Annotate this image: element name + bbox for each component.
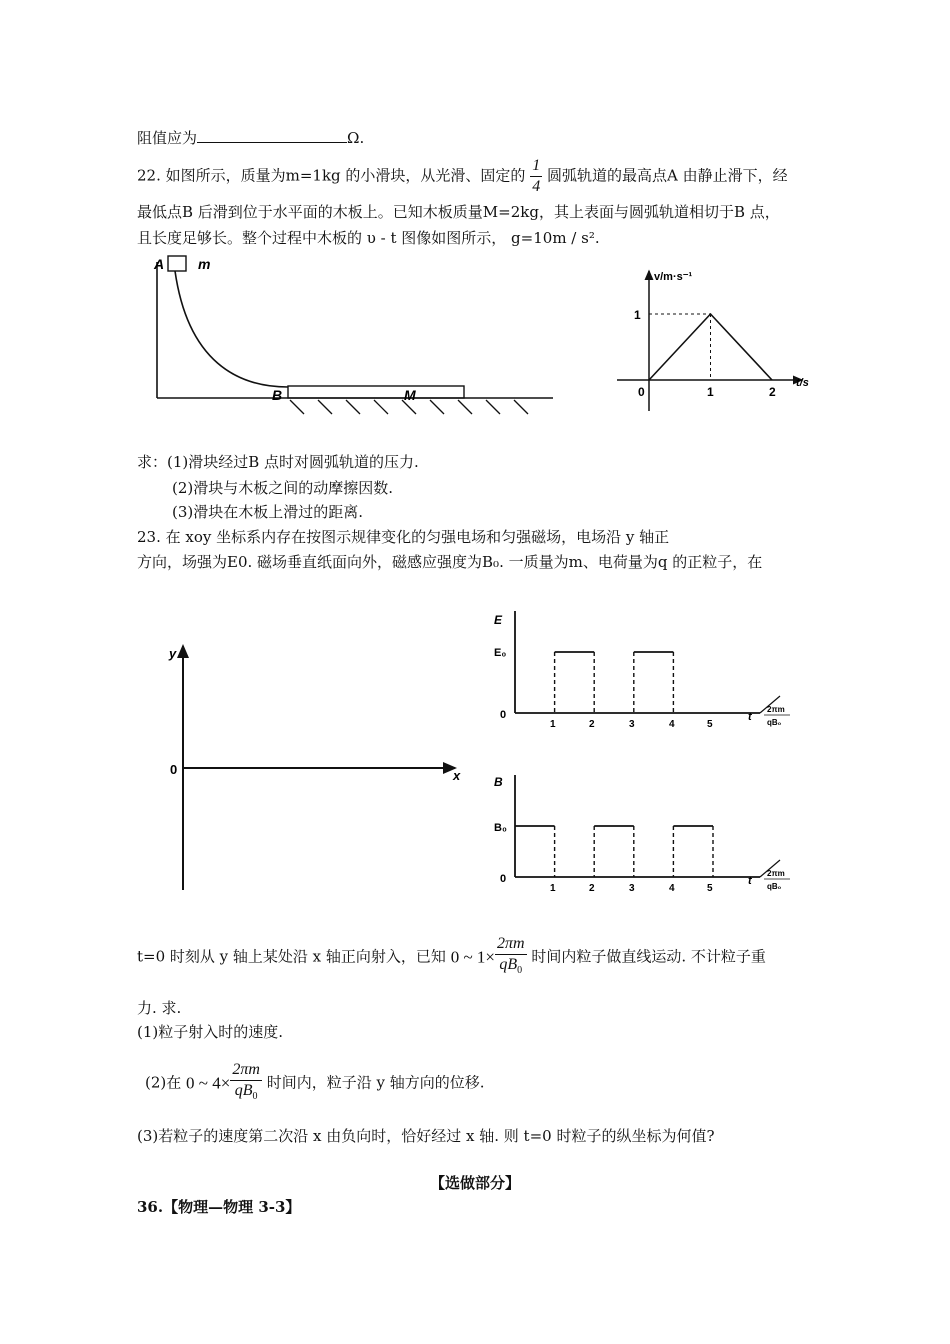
answer-unit: Ω. [347, 129, 365, 147]
vt-xtick-1: 1 [707, 385, 714, 399]
b-xunit-den: qB₀ [767, 882, 782, 891]
track-figure [148, 252, 568, 432]
q23-line3 [137, 934, 766, 981]
b-xtick-3: 3 [629, 883, 635, 894]
e-xunit-den: qB₀ [767, 718, 782, 727]
q23-line4: 力. 求. [137, 999, 182, 1017]
b-origin: 0 [500, 873, 507, 885]
q23-line1: 23. 在 xoy 坐标系内存在按图示规律变化的匀强电场和匀强磁场，电场沿 y 轴正 [137, 528, 670, 546]
q23-fraction-1: $\frac{2\pi m}{qB_0}$ [497, 935, 525, 977]
b-t-graph [490, 770, 810, 895]
q23-line2: 方向，场强为E0. 磁场垂直纸面向外，磁感应强度为B₀. 一质量为m、电荷量为q 的正粒子，在 [137, 553, 763, 571]
b-xtick-5: 5 [707, 883, 713, 894]
e-xtick-4: 4 [669, 719, 675, 730]
b-xunit-num: 2πm [767, 869, 785, 878]
e-xtick-3: 3 [629, 719, 635, 730]
e-xtick-2: 2 [589, 719, 595, 730]
e-xunit-num: 2πm [767, 705, 785, 714]
b-level: B₀ [494, 822, 507, 834]
y-axis-label: y [169, 646, 177, 661]
e-t-graph [490, 606, 810, 741]
e-origin: 0 [500, 709, 507, 721]
q36-title: 36.【物理—物理 3-3】 [137, 1198, 301, 1216]
q22-line3: 且长度足够长。整个过程中木板的 υ - t 图像如图所示， g=10m / s². [137, 229, 600, 247]
q22-sub3: (3)滑块在木板上滑过的距离. [172, 503, 364, 521]
e-xunit-t: t [748, 711, 752, 723]
q23-sub1: (1)粒子射入时的速度. [137, 1023, 284, 1041]
q23-sub2-a: (2)在 [145, 1073, 182, 1092]
q23-range-2: 0 ~ 4× [186, 1073, 231, 1093]
q23-sub2 [145, 1060, 484, 1107]
q22-line2: 最低点B 后滑到位于水平面的木板上。已知木板质量M=2kg，其上表面与圆弧轨道相切于B 点， [137, 203, 780, 221]
vt-origin: 0 [638, 385, 645, 399]
e-ylabel: E [494, 613, 503, 627]
q22-sub2: (2)滑块与木板之间的动摩擦因数. [172, 479, 394, 497]
e-level: E₀ [494, 647, 507, 659]
q23-fraction-2: $\frac{2\pi m}{qB_0}$ [232, 1061, 260, 1103]
arc-track [175, 271, 288, 387]
label-B: B [272, 387, 283, 403]
answer-blank[interactable] [197, 126, 347, 143]
vt-xtick-2: 2 [769, 385, 776, 399]
b-xtick-2: 2 [589, 883, 595, 894]
section-title: 【选做部分】 [429, 1174, 520, 1192]
b-xtick-1: 1 [550, 883, 556, 894]
label-M: M [404, 387, 416, 403]
b-xtick-4: 4 [669, 883, 675, 894]
q23-sub2-b: 时间内，粒子沿 y 轴方向的位移. [266, 1073, 485, 1092]
x-axis-label: x [453, 768, 461, 783]
b-ylabel: B [494, 775, 503, 789]
q22-text-a: 22. 如图所示，质量为m=1kg 的小滑块，从光滑、固定的 [137, 166, 526, 185]
xy-origin: 0 [170, 762, 178, 777]
vt-ylabel: v/m·s⁻¹ [654, 271, 693, 283]
q23-text-b: 时间内粒子做直线运动. 不计粒子重 [531, 947, 766, 966]
label-A: A [154, 256, 165, 272]
xy-axes [165, 640, 475, 900]
vt-ytick-1: 1 [634, 308, 641, 322]
q23-sub3: (3)若粒子的速度第二次沿 x 由负向时，恰好经过 x 轴. 则 t=0 时粒子的纵坐标为何值? [137, 1127, 715, 1145]
answer-prefix: 阻值应为 [137, 129, 198, 147]
small-block [168, 256, 186, 271]
q22-line1 [137, 156, 788, 197]
b-xunit-t: t [748, 875, 752, 887]
q23-text-a: t=0 时刻从 y 轴上某处沿 x 轴正向射入，已知 [137, 947, 446, 966]
label-m: m [198, 256, 211, 272]
board [288, 386, 464, 398]
answer-line [137, 126, 364, 148]
e-xtick-5: 5 [707, 719, 713, 730]
vt-graph [612, 266, 822, 416]
q22-sub1: 求：(1)滑块经过B 点时对圆弧轨道的压力. [137, 453, 419, 471]
q22-text-b: 圆弧轨道的最高点A 由静止滑下，经 [546, 166, 788, 185]
vt-xlabel: t/s [796, 377, 809, 389]
q23-range-1: 0 ~ 1× [450, 947, 495, 967]
e-xtick-1: 1 [550, 719, 556, 730]
q22-fraction: $\frac{1}{4}$ [532, 157, 541, 195]
